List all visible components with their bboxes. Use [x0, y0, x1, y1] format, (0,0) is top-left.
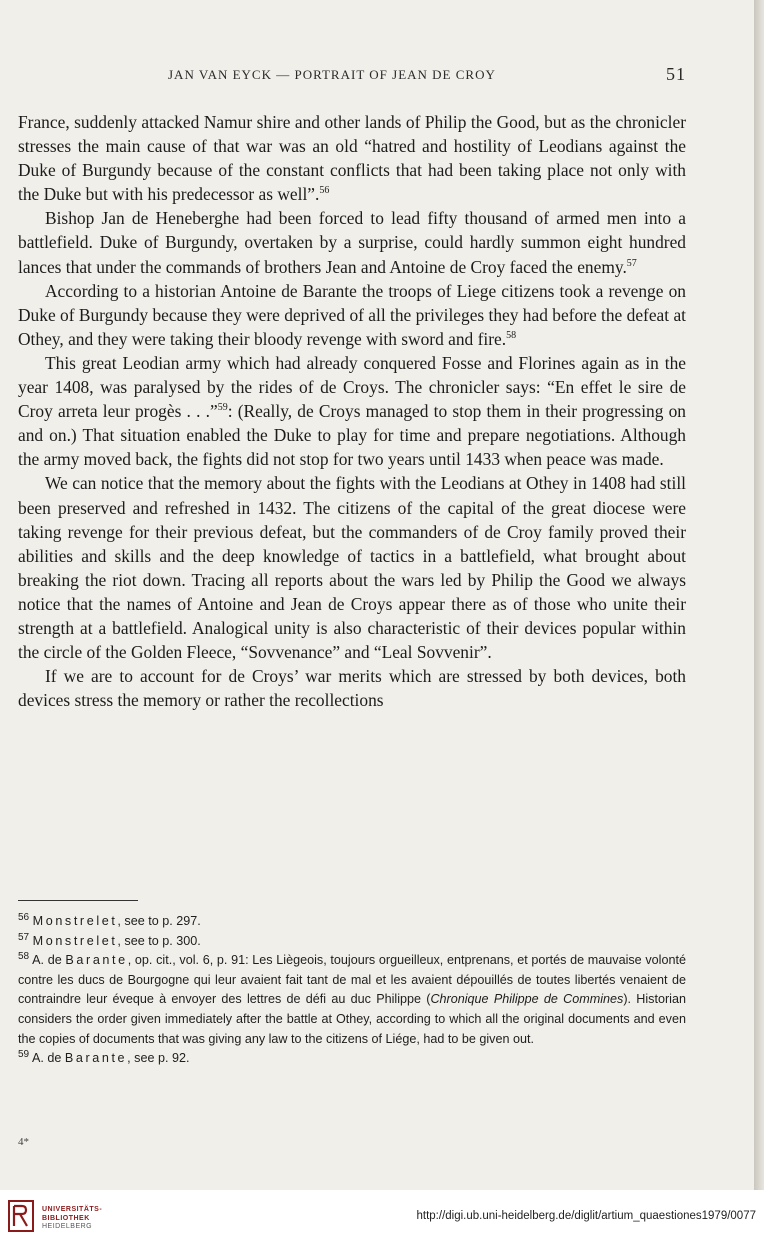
paragraph-5: We can notice that the memory about the fights with the Leodians at Othey in 1408 had still been preserved and refreshed in 1432. The citizens of the capital of the great diocese were taking revenge for their previous defeat, but the commanders of de Croy family proved their abilities and skills and the deep knowledge of tactics in a battlefield, what brought about breaking the riot down. Tracing all reports about the wars led by Philip the Good we always notice that the names of Antoine and Jean de Croys appear there as of those who unite their strength at a battlefield. Analogical unity is also characteristic of their devices popular within the circle of the Golden Fleece, “Sovvenance” and “Leal Sovvenir”.: [18, 473, 686, 663]
library-name: UNIVERSITÄTS- BIBLIOTHEK HEIDELBERG: [42, 1206, 103, 1230]
viewer-footer: [0, 1190, 764, 1245]
permalink-url[interactable]: http://digi.ub.uni-heidelberg.de/diglit/artium_quaestiones1979/0077: [416, 1210, 756, 1222]
university-library-logo-icon[interactable]: [8, 1200, 34, 1232]
page-number: 51: [666, 64, 686, 84]
footnote-ref-56[interactable]: 56: [319, 185, 330, 197]
page-edge: [754, 0, 764, 1190]
paragraph-1: France, suddenly attacked Namur shire and other lands of Philip the Good, but as the chronicler stresses the main cause of that war was an old “hatred and hostility of Leodians against the Duke of Burgundy because of the constant conflicts that had been taking place not only with the Duke but with his predecessor as well”.$^{56}$: [18, 112, 686, 205]
footnote-57: $^{57}$ Monstrelet, see to p. 300.: [18, 931, 201, 948]
footnote-58: $^{58}$ A. de Barante, op. cit., vol. 6, p. 91: Les Liègeois, toujours orgueilleux, entprenans, et portés de mauvaise volonté contre les ducs de Bourgogne qui leur avaient fait tant de mal et les avaient dépouillés de toutes libertés venaient de contraindre leur éveque à envoyer des lettres de défi au duc Philippe (Chronique Philippe de Commines). Historian considers the order given immediately after the battle at Othey, according to which all the original documents and even the copies of documents that was giving any law to the citizens of Liége, had to be given out.: [18, 951, 686, 1046]
signature-mark: 4*: [18, 1136, 29, 1148]
footnote-divider: [18, 900, 138, 901]
paragraph-4: This great Leodian army which had already conquered Fosse and Florines again as in the year 1408, was paralysed by the rides of de Croys. The chronicler says: “En effet le sire de Croy arreta leur progès . . .”$^{59}$: (Really, de Croys managed to stop them in their progressing on and on.) That situation enabled the Duke to play for time and prepare negotiations. Although the army moved back, the fights did not stop for two years until 1433 when peace was made.: [18, 352, 687, 470]
footnote-56: $^{56}$ Monstrelet, see to p. 297.: [18, 911, 201, 928]
body-text: [18, 110, 686, 712]
paragraph-3: According to a historian Antoine de Barante the troops of Liege citizens took a revenge on Duke of Burgundy because they were deprived of all the privileges they had before the defeat at Othey, and they were taking their bloody revenge with sword and fire.$^{58}$: [18, 280, 686, 349]
paragraph-2: Bishop Jan de Heneberghe had been forced to lead fifty thousand of armed men into a battlefield. Duke of Burgundy, overtaken by a surprise, could hardly summon eight hundred lances that under the commands of brothers Jean and Antoine de Croy faced the enemy.$^{57}$: [18, 208, 686, 277]
footnote-ref-57[interactable]: 57: [626, 257, 637, 269]
footnotes: [18, 912, 686, 1069]
footnote-ref-58[interactable]: 58: [506, 330, 517, 342]
footnote-ref-59[interactable]: 59: [217, 402, 228, 414]
running-title: JAN VAN EYCK — PORTRAIT OF JEAN DE CROY: [168, 67, 496, 82]
paragraph-6: If we are to account for de Croys’ war merits which are stressed by both devices, both devices stress the memory or rather the recollections: [18, 666, 686, 711]
footnote-59: $^{59}$ A. de Barante, see p. 92.: [18, 1048, 190, 1066]
